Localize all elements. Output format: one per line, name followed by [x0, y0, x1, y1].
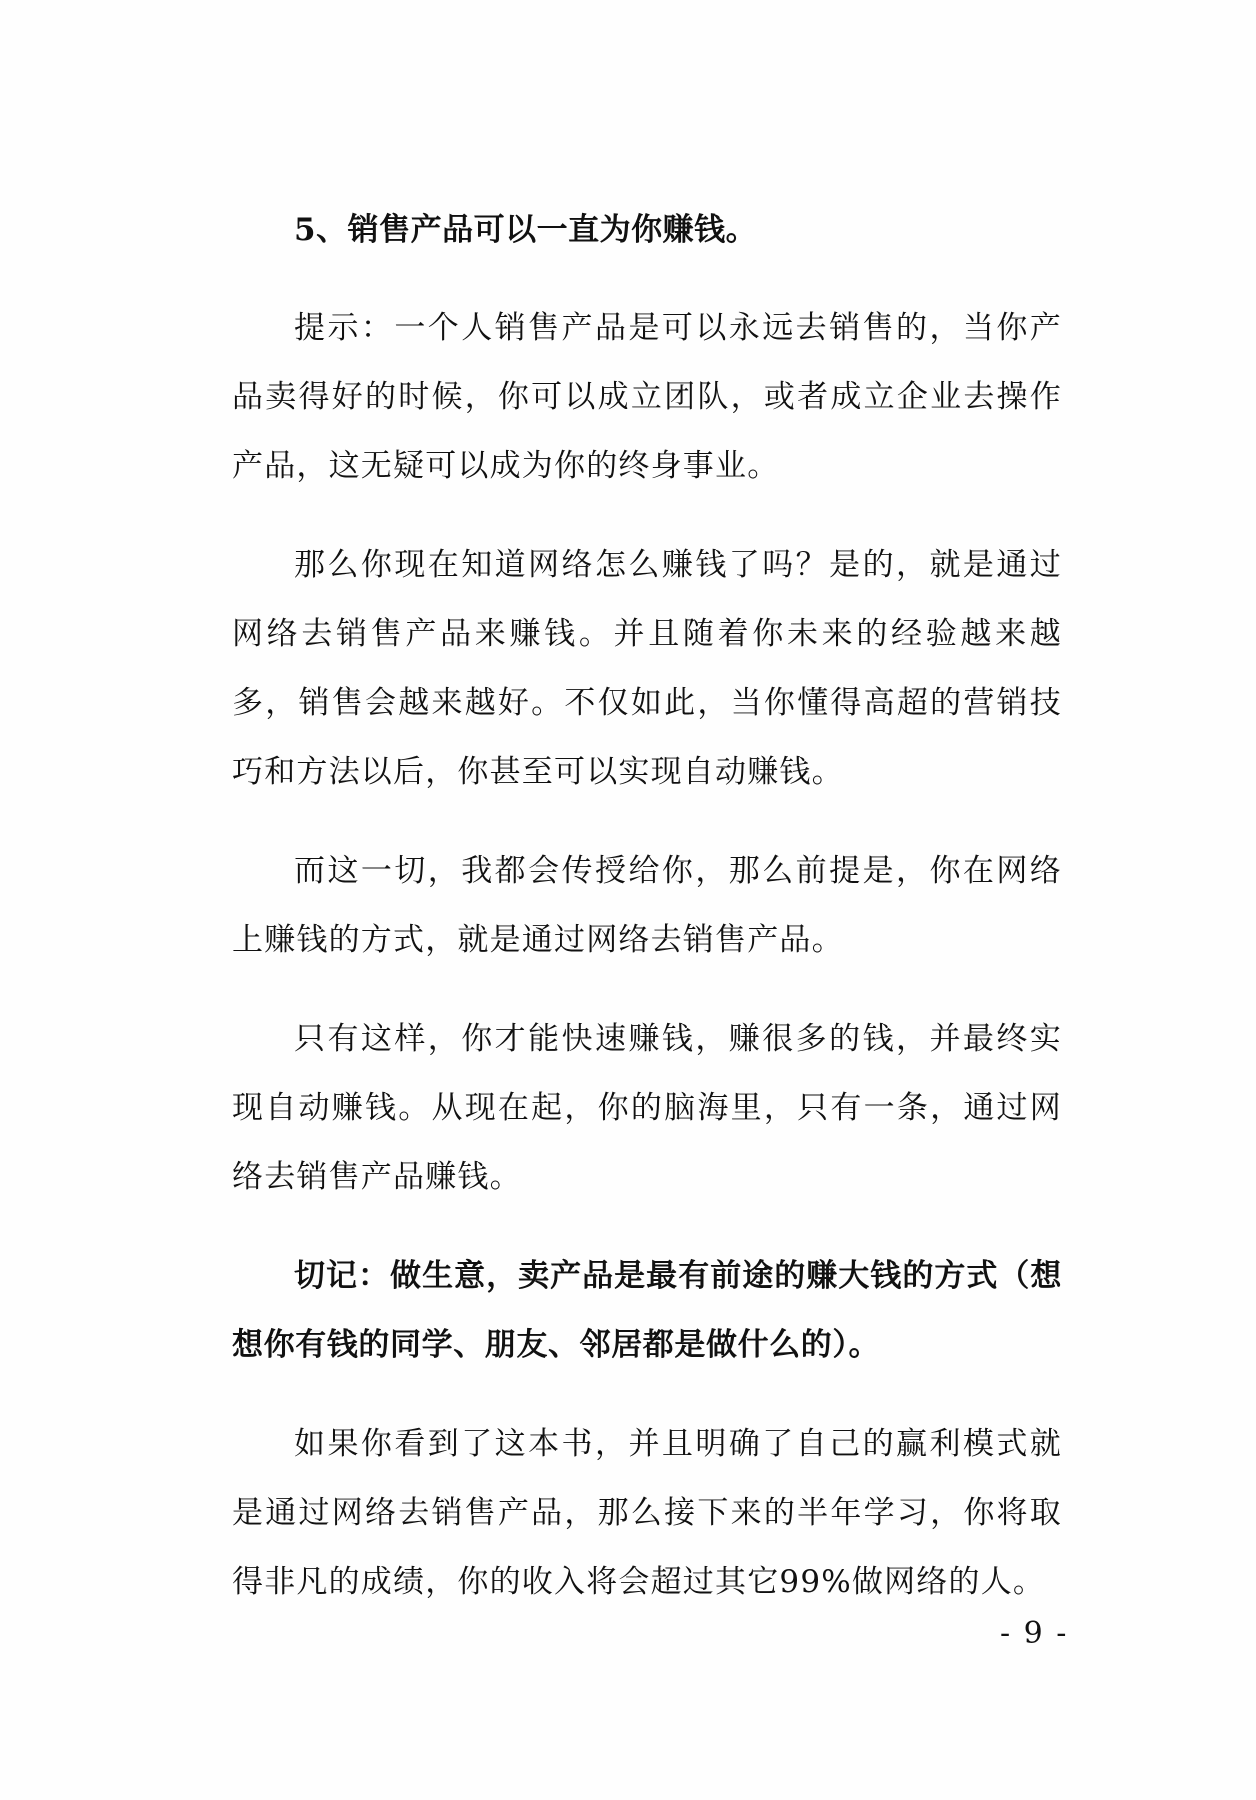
paragraph-tip: 提示：一个人销售产品是可以永远去销售的，当你产品卖得好的时候，你可以成立团队，或者成立企业去操作产品，这无疑可以成为你的终身事业。 [232, 310, 1062, 484]
page-number: - 9 - [1000, 1616, 1069, 1651]
paragraph-only-way: 只有这样，你才能快速赚钱，赚很多的钱，并最终实现自动赚钱。从现在起，你的脑海里，只有一条，通过网络去销售产品赚钱。 [232, 1021, 1062, 1195]
section-heading: 5、销售产品可以一直为你赚钱。 [294, 212, 758, 248]
page-content [232, 210, 1062, 1647]
paragraph-remember: 切记：做生意，卖产品是最有前途的赚大钱的方式（想想你有钱的同学、朋友、邻居都是做什么的）。 [232, 1258, 1062, 1363]
paragraph-premise: 而这一切，我都会传授给你，那么前提是，你在网络上赚钱的方式，就是通过网络去销售产品。 [232, 853, 1062, 958]
paragraph-conclusion: 如果你看到了这本书，并且明确了自己的赢利模式就是通过网络去销售产品，那么接下来的半年学习，你将取得非凡的成绩，你的收入将会超过其它99%做网络的人。 [232, 1426, 1062, 1600]
paragraph-how-to-earn: 那么你现在知道网络怎么赚钱了吗？是的，就是通过网络去销售产品来赚钱。并且随着你未来的经验越来越多，销售会越来越好。不仅如此，当你懂得高超的营销技巧和方法以后，你甚至可以实现自动赚钱。 [232, 547, 1062, 790]
